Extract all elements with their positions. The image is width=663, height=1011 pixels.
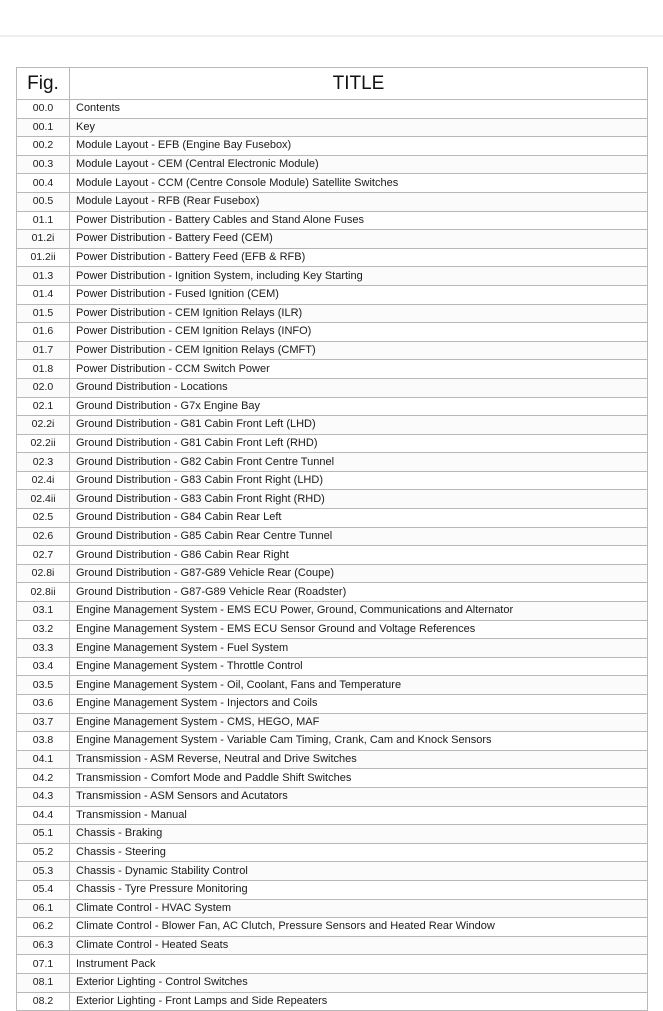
cell-figure-title: Engine Management System - Throttle Control — [70, 657, 648, 676]
cell-figure-number: 04.4 — [17, 806, 70, 825]
cell-figure-number: 02.4ii — [17, 490, 70, 509]
table-row[interactable] — [17, 230, 648, 249]
cell-figure-number: 01.5 — [17, 304, 70, 323]
table-row[interactable] — [17, 973, 648, 992]
table-row[interactable] — [17, 416, 648, 435]
table-row[interactable] — [17, 211, 648, 230]
cell-figure-number: 05.2 — [17, 843, 70, 862]
cell-figure-title: Power Distribution - CEM Ignition Relays (INFO) — [70, 323, 648, 342]
cell-figure-title: Power Distribution - Battery Feed (CEM) — [70, 230, 648, 249]
cell-figure-title: Chassis - Braking — [70, 825, 648, 844]
cell-figure-title: Engine Management System - Oil, Coolant, Fans and Temperature — [70, 676, 648, 695]
cell-figure-number: 02.5 — [17, 509, 70, 528]
table-row[interactable] — [17, 843, 648, 862]
table-row[interactable] — [17, 936, 648, 955]
cell-figure-title: Engine Management System - Injectors and Coils — [70, 695, 648, 714]
table-row[interactable] — [17, 341, 648, 360]
table-row[interactable] — [17, 602, 648, 621]
cell-figure-title: Transmission - ASM Sensors and Acutators — [70, 787, 648, 806]
cell-figure-number: 01.2i — [17, 230, 70, 249]
table-row[interactable] — [17, 490, 648, 509]
cell-figure-number: 05.1 — [17, 825, 70, 844]
cell-figure-title: Power Distribution - Battery Cables and Stand Alone Fuses — [70, 211, 648, 230]
cell-figure-number: 00.1 — [17, 118, 70, 137]
table-row[interactable] — [17, 899, 648, 918]
cell-figure-title: Ground Distribution - G85 Cabin Rear Centre Tunnel — [70, 527, 648, 546]
cell-figure-title: Engine Management System - EMS ECU Sensor Ground and Voltage References — [70, 620, 648, 639]
cell-figure-number: 01.7 — [17, 341, 70, 360]
cell-figure-title: Ground Distribution - G7x Engine Bay — [70, 397, 648, 416]
cell-figure-title: Ground Distribution - G81 Cabin Front Left (LHD) — [70, 416, 648, 435]
cell-figure-number: 03.2 — [17, 620, 70, 639]
cell-figure-number: 01.6 — [17, 323, 70, 342]
cell-figure-number: 01.2ii — [17, 248, 70, 267]
table-row[interactable] — [17, 192, 648, 211]
cell-figure-title: Contents — [70, 100, 648, 119]
cell-figure-number: 01.8 — [17, 360, 70, 379]
cell-figure-number: 03.4 — [17, 657, 70, 676]
table-row[interactable] — [17, 713, 648, 732]
table-row[interactable] — [17, 732, 648, 751]
table-row[interactable] — [17, 137, 648, 156]
cell-figure-title: Ground Distribution - G87-G89 Vehicle Rear (Coupe) — [70, 564, 648, 583]
table-row[interactable] — [17, 453, 648, 472]
table-row[interactable] — [17, 174, 648, 193]
cell-figure-title: Ground Distribution - G83 Cabin Front Right (RHD) — [70, 490, 648, 509]
table-row[interactable] — [17, 100, 648, 119]
table-row[interactable] — [17, 285, 648, 304]
table-row[interactable] — [17, 769, 648, 788]
cell-figure-number: 02.1 — [17, 397, 70, 416]
cell-figure-title: Instrument Pack — [70, 955, 648, 974]
cell-figure-number: 06.2 — [17, 918, 70, 937]
cell-figure-number: 03.3 — [17, 639, 70, 658]
cell-figure-number: 07.1 — [17, 955, 70, 974]
table-row[interactable] — [17, 397, 648, 416]
table-row[interactable] — [17, 248, 648, 267]
cell-figure-title: Ground Distribution - G87-G89 Vehicle Rear (Roadster) — [70, 583, 648, 602]
table-row[interactable] — [17, 546, 648, 565]
cell-figure-number: 02.6 — [17, 527, 70, 546]
cell-figure-title: Ground Distribution - G81 Cabin Front Left (RHD) — [70, 434, 648, 453]
cell-figure-number: 05.3 — [17, 862, 70, 881]
cell-figure-number: 00.2 — [17, 137, 70, 156]
cell-figure-title: Transmission - Manual — [70, 806, 648, 825]
table-row[interactable] — [17, 527, 648, 546]
table-row[interactable] — [17, 304, 648, 323]
cell-figure-title: Module Layout - CCM (Centre Console Module) Satellite Switches — [70, 174, 648, 193]
cell-figure-number: 00.4 — [17, 174, 70, 193]
table-row[interactable] — [17, 918, 648, 937]
table-row[interactable] — [17, 583, 648, 602]
column-header-title: TITLE — [70, 68, 648, 100]
cell-figure-title: Engine Management System - Fuel System — [70, 639, 648, 658]
cell-figure-number: 00.0 — [17, 100, 70, 119]
table-row[interactable] — [17, 657, 648, 676]
cell-figure-number: 02.7 — [17, 546, 70, 565]
cell-figure-title: Transmission - ASM Reverse, Neutral and Drive Switches — [70, 750, 648, 769]
table-row[interactable] — [17, 360, 648, 379]
cell-figure-title: Engine Management System - Variable Cam Timing, Crank, Cam and Knock Sensors — [70, 732, 648, 751]
table-row[interactable] — [17, 825, 648, 844]
cell-figure-number: 06.3 — [17, 936, 70, 955]
table-row[interactable] — [17, 862, 648, 881]
cell-figure-number: 02.2ii — [17, 434, 70, 453]
cell-figure-title: Chassis - Steering — [70, 843, 648, 862]
cell-figure-title: Module Layout - RFB (Rear Fusebox) — [70, 192, 648, 211]
document-sheet — [0, 37, 663, 1007]
cell-figure-title: Chassis - Tyre Pressure Monitoring — [70, 880, 648, 899]
cell-figure-number: 00.3 — [17, 155, 70, 174]
table-row[interactable] — [17, 323, 648, 342]
cell-figure-title: Chassis - Dynamic Stability Control — [70, 862, 648, 881]
table-row[interactable] — [17, 992, 648, 1011]
table-row[interactable] — [17, 509, 648, 528]
cell-figure-number: 01.3 — [17, 267, 70, 286]
cell-figure-title: Power Distribution - Fused Ignition (CEM) — [70, 285, 648, 304]
column-header-fig: Fig. — [17, 68, 70, 100]
cell-figure-title: Ground Distribution - G82 Cabin Front Centre Tunnel — [70, 453, 648, 472]
cell-figure-title: Climate Control - HVAC System — [70, 899, 648, 918]
cell-figure-title: Ground Distribution - G84 Cabin Rear Left — [70, 509, 648, 528]
cell-figure-title: Key — [70, 118, 648, 137]
cell-figure-number: 03.7 — [17, 713, 70, 732]
table-row[interactable] — [17, 564, 648, 583]
cell-figure-number: 08.1 — [17, 973, 70, 992]
cell-figure-title: Module Layout - EFB (Engine Bay Fusebox) — [70, 137, 648, 156]
cell-figure-title: Ground Distribution - G86 Cabin Rear Right — [70, 546, 648, 565]
cell-figure-number: 02.4i — [17, 471, 70, 490]
cell-figure-title: Transmission - Comfort Mode and Paddle Shift Switches — [70, 769, 648, 788]
table-row[interactable] — [17, 639, 648, 658]
cell-figure-title: Exterior Lighting - Control Switches — [70, 973, 648, 992]
cell-figure-title: Ground Distribution - Locations — [70, 378, 648, 397]
cell-figure-number: 02.2i — [17, 416, 70, 435]
cell-figure-title: Climate Control - Heated Seats — [70, 936, 648, 955]
table-row[interactable] — [17, 955, 648, 974]
table-row[interactable] — [17, 750, 648, 769]
cell-figure-number: 01.4 — [17, 285, 70, 304]
table-row[interactable] — [17, 620, 648, 639]
cell-figure-title: Power Distribution - CEM Ignition Relays (ILR) — [70, 304, 648, 323]
table-row[interactable] — [17, 471, 648, 490]
cell-figure-number: 02.3 — [17, 453, 70, 472]
cell-figure-number: 03.5 — [17, 676, 70, 695]
table-row[interactable] — [17, 434, 648, 453]
cell-figure-number: 06.1 — [17, 899, 70, 918]
cell-figure-title: Ground Distribution - G83 Cabin Front Right (LHD) — [70, 471, 648, 490]
table-header-row — [17, 68, 648, 100]
table-row[interactable] — [17, 378, 648, 397]
cell-figure-title: Power Distribution - CEM Ignition Relays (CMFT) — [70, 341, 648, 360]
cell-figure-number: 02.8i — [17, 564, 70, 583]
cell-figure-number: 04.1 — [17, 750, 70, 769]
table-row[interactable] — [17, 155, 648, 174]
cell-figure-number: 05.4 — [17, 880, 70, 899]
cell-figure-title: Engine Management System - CMS, HEGO, MAF — [70, 713, 648, 732]
cell-figure-title: Engine Management System - EMS ECU Power, Ground, Communications and Alternator — [70, 602, 648, 621]
table-row[interactable] — [17, 787, 648, 806]
table-body — [17, 100, 648, 1011]
table-row[interactable] — [17, 267, 648, 286]
cell-figure-number: 03.6 — [17, 695, 70, 714]
cell-figure-title: Exterior Lighting - Front Lamps and Side Repeaters — [70, 992, 648, 1011]
cell-figure-number: 01.1 — [17, 211, 70, 230]
table-row[interactable] — [17, 806, 648, 825]
cell-figure-number: 03.8 — [17, 732, 70, 751]
cell-figure-title: Climate Control - Blower Fan, AC Clutch, Pressure Sensors and Heated Rear Window — [70, 918, 648, 937]
table-row[interactable] — [17, 676, 648, 695]
cell-figure-title: Power Distribution - Ignition System, including Key Starting — [70, 267, 648, 286]
cell-figure-title: Power Distribution - CCM Switch Power — [70, 360, 648, 379]
cell-figure-number: 00.5 — [17, 192, 70, 211]
cell-figure-number: 02.0 — [17, 378, 70, 397]
table-row[interactable] — [17, 880, 648, 899]
cell-figure-title: Power Distribution - Battery Feed (EFB & RFB) — [70, 248, 648, 267]
table-row[interactable] — [17, 695, 648, 714]
cell-figure-number: 08.2 — [17, 992, 70, 1011]
table-header — [17, 68, 648, 100]
cell-figure-number: 03.1 — [17, 602, 70, 621]
cell-figure-number: 02.8ii — [17, 583, 70, 602]
cell-figure-title: Module Layout - CEM (Central Electronic Module) — [70, 155, 648, 174]
cell-figure-number: 04.2 — [17, 769, 70, 788]
cell-figure-number: 04.3 — [17, 787, 70, 806]
contents-table — [16, 67, 648, 1011]
table-row[interactable] — [17, 118, 648, 137]
